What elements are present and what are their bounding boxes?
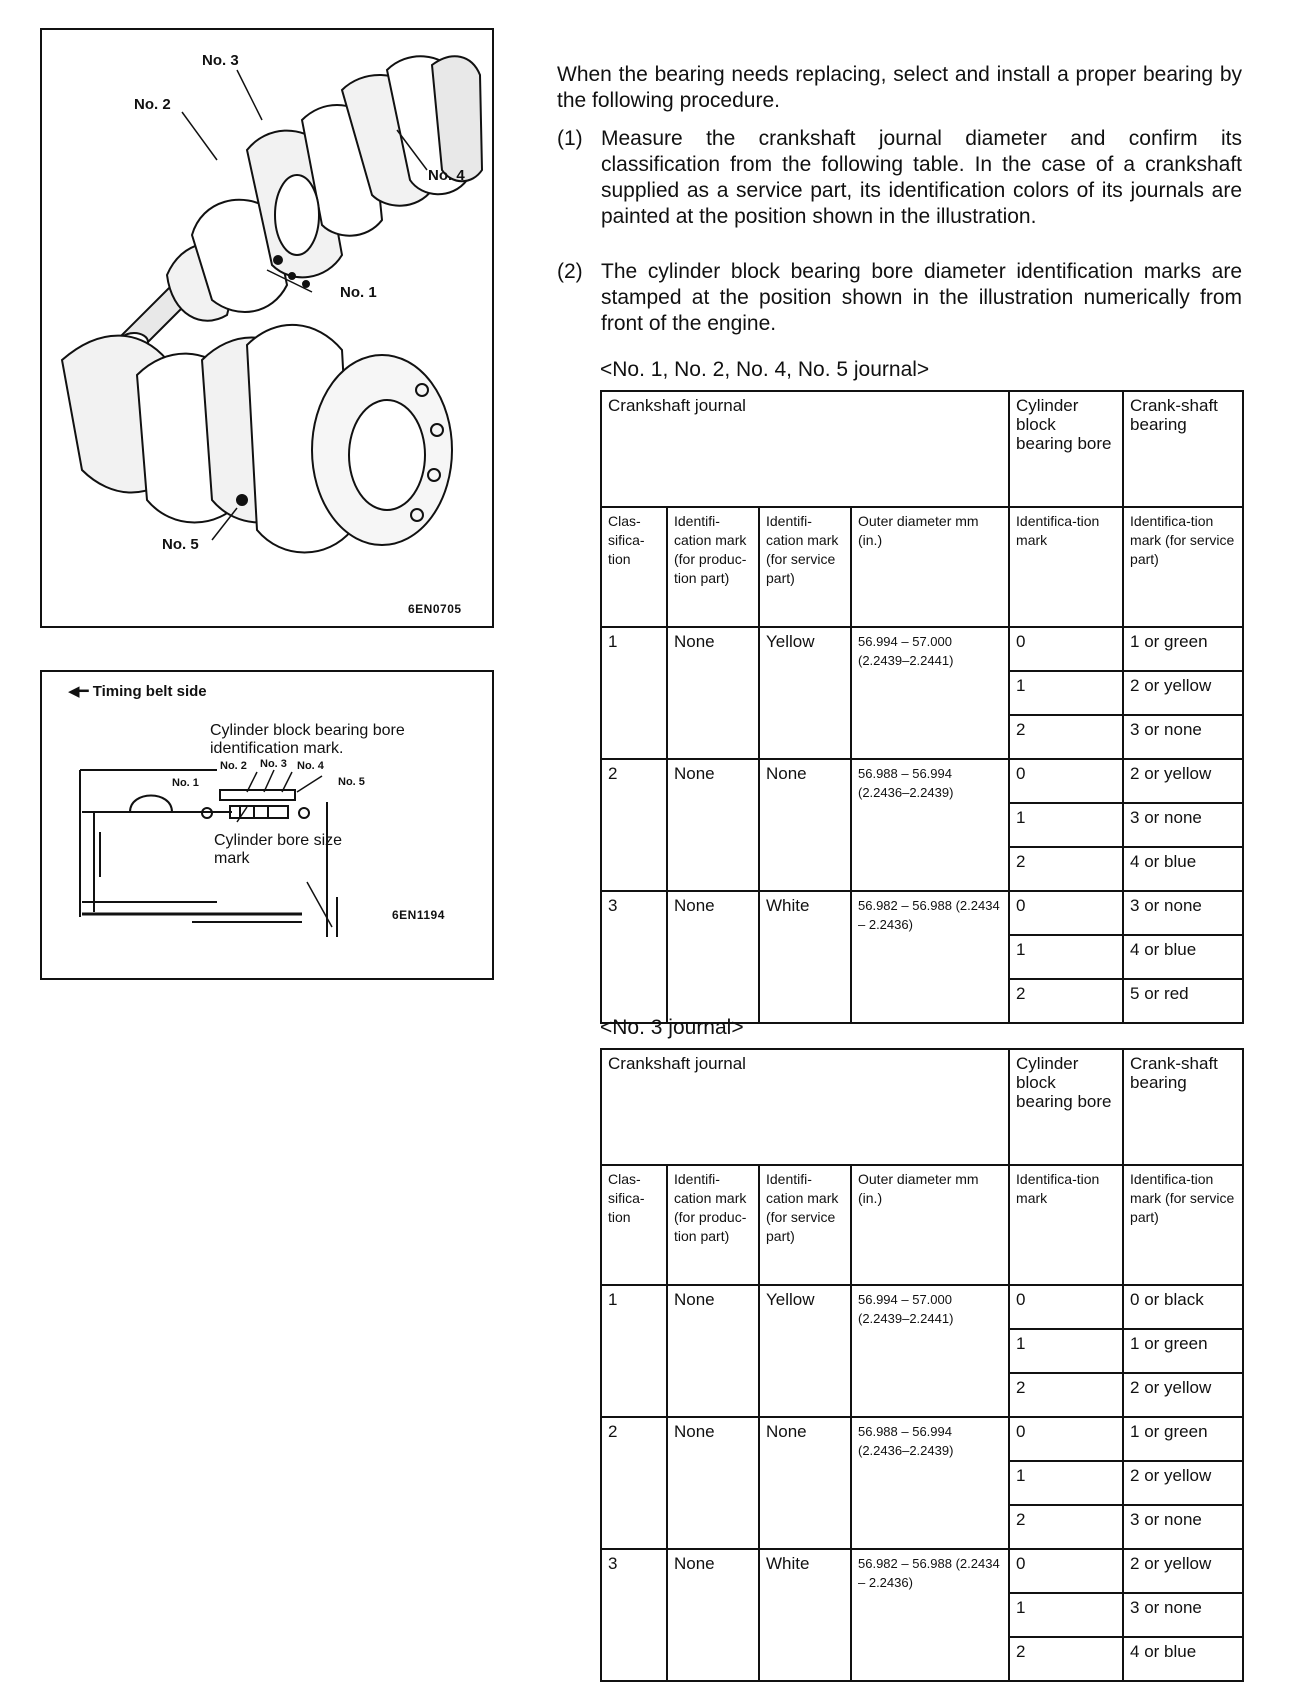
step-number: (1) bbox=[557, 127, 583, 150]
header-id-production: Identifi-cation mark (for produc-tion part) bbox=[667, 1165, 759, 1285]
label-no1: No. 1 bbox=[172, 777, 199, 789]
bearing-mark-cell: 2 or yellow bbox=[1123, 671, 1243, 715]
bore-mark-cell: 1 bbox=[1009, 803, 1123, 847]
bore-mark-cell: 0 bbox=[1009, 627, 1123, 671]
bore-mark-cell: 2 bbox=[1009, 1505, 1123, 1549]
header-classification: Clas-sifica-tion bbox=[601, 1165, 667, 1285]
bore-mark-cell: 1 bbox=[1009, 1593, 1123, 1637]
intro-paragraph: When the bearing needs replacing, select and install a proper bearing by the following procedure. bbox=[557, 63, 1242, 112]
step-2 bbox=[557, 259, 1242, 337]
production-mark-cell: None bbox=[667, 627, 759, 759]
header-cylinder-block-bore: Cylinder block bearing bore bbox=[1009, 1049, 1123, 1165]
step-text: Measure the crankshaft journal diameter and confirm its classification from the following table. In the case of a crankshaft supplied as a service part, its identification colors of its journals are painted at the position shown in the illustration. bbox=[601, 127, 1242, 228]
bore-mark-cell: 0 bbox=[1009, 1549, 1123, 1593]
table-row bbox=[601, 891, 1243, 935]
service-mark-cell: White bbox=[759, 1549, 851, 1681]
classification-cell: 1 bbox=[601, 627, 667, 759]
table1-heading: <No. 1, No. 2, No. 4, No. 5 journal> bbox=[600, 358, 930, 381]
label-no3: No. 3 bbox=[260, 758, 287, 770]
header-id-production: Identifi-cation mark (for produc-tion part) bbox=[667, 507, 759, 627]
header-cylinder-block-bore: Cylinder block bearing bore bbox=[1009, 391, 1123, 507]
bearing-mark-cell: 0 or black bbox=[1123, 1285, 1243, 1329]
bore-mark-cell: 1 bbox=[1009, 671, 1123, 715]
diameter-cell: 56.982 – 56.988 (2.2434 – 2.2436) bbox=[851, 891, 1009, 1023]
bearing-mark-cell: 3 or none bbox=[1123, 891, 1243, 935]
bore-mark-cell: 2 bbox=[1009, 1373, 1123, 1417]
bore-mark-cell: 1 bbox=[1009, 1461, 1123, 1505]
step-number: (2) bbox=[557, 260, 583, 283]
classification-cell: 3 bbox=[601, 891, 667, 1023]
bearing-mark-cell: 4 or blue bbox=[1123, 847, 1243, 891]
production-mark-cell: None bbox=[667, 891, 759, 1023]
diameter-cell: 56.994 – 57.000 (2.2439–2.2441) bbox=[851, 1285, 1009, 1417]
diameter-cell: 56.982 – 56.988 (2.2434 – 2.2436) bbox=[851, 1549, 1009, 1681]
table2-heading: <No. 3 journal> bbox=[600, 1016, 744, 1039]
service-mark-cell: None bbox=[759, 759, 851, 891]
bore-mark-cell: 2 bbox=[1009, 1637, 1123, 1681]
cylinder-block-drawing bbox=[42, 672, 492, 978]
header-bore-id-mark: Identifica-tion mark bbox=[1009, 507, 1123, 627]
bearing-mark-cell: 3 or none bbox=[1123, 1505, 1243, 1549]
label-no2: No. 2 bbox=[220, 760, 247, 772]
arrow-left-icon: ◀━ bbox=[68, 683, 93, 700]
bearing-mark-cell: 3 or none bbox=[1123, 803, 1243, 847]
bore-mark-cell: 0 bbox=[1009, 891, 1123, 935]
header-bearing-id-mark: Identifica-tion mark (for service part) bbox=[1123, 507, 1243, 627]
header-crankshaft-bearing: Crank-shaft bearing bbox=[1123, 1049, 1243, 1165]
classification-cell: 1 bbox=[601, 1285, 667, 1417]
bearing-mark-cell: 1 or green bbox=[1123, 627, 1243, 671]
journal-table-1 bbox=[600, 390, 1244, 1024]
header-bearing-id-mark: Identifica-tion mark (for service part) bbox=[1123, 1165, 1243, 1285]
service-mark-cell: None bbox=[759, 1417, 851, 1549]
bore-mark-illustration bbox=[40, 670, 494, 980]
bore-mark-cell: 2 bbox=[1009, 847, 1123, 891]
label-no5: No. 5 bbox=[338, 776, 365, 788]
bore-mark-cell: 0 bbox=[1009, 759, 1123, 803]
header-id-service: Identifi-cation mark (for service part) bbox=[759, 1165, 851, 1285]
header-bore-id-mark: Identifica-tion mark bbox=[1009, 1165, 1123, 1285]
bearing-mark-cell: 4 or blue bbox=[1123, 1637, 1243, 1681]
bearing-mark-cell: 2 or yellow bbox=[1123, 1373, 1243, 1417]
table-row bbox=[601, 1549, 1243, 1593]
bearing-mark-cell: 3 or none bbox=[1123, 715, 1243, 759]
diameter-cell: 56.994 – 57.000 (2.2439–2.2441) bbox=[851, 627, 1009, 759]
classification-cell: 2 bbox=[601, 1417, 667, 1549]
bearing-mark-cell: 5 or red bbox=[1123, 979, 1243, 1023]
diameter-cell: 56.988 – 56.994 (2.2436–2.2439) bbox=[851, 759, 1009, 891]
figure-code: 6EN1194 bbox=[392, 908, 445, 922]
label-no2: No. 2 bbox=[134, 96, 171, 113]
figure-code: 6EN0705 bbox=[408, 602, 462, 616]
diameter-cell: 56.988 – 56.994 (2.2436–2.2439) bbox=[851, 1417, 1009, 1549]
table-row bbox=[601, 1417, 1243, 1461]
classification-cell: 2 bbox=[601, 759, 667, 891]
bearing-mark-cell: 2 or yellow bbox=[1123, 1549, 1243, 1593]
classification-cell: 3 bbox=[601, 1549, 667, 1681]
bore-mark-cell: 2 bbox=[1009, 979, 1123, 1023]
timing-belt-side-label: ◀━ Timing belt side bbox=[68, 683, 207, 700]
crankshaft-illustration bbox=[40, 28, 494, 628]
header-outer-diameter: Outer diameter mm (in.) bbox=[851, 507, 1009, 627]
label-no3: No. 3 bbox=[202, 52, 239, 69]
service-mark-cell: White bbox=[759, 891, 851, 1023]
step-text: The cylinder block bearing bore diameter identification marks are stamped at the position shown in the illustration numerically from front of the engine. bbox=[601, 260, 1242, 335]
bearing-mark-cell: 2 or yellow bbox=[1123, 759, 1243, 803]
header-classification: Clas-sifica-tion bbox=[601, 507, 667, 627]
table-row bbox=[601, 627, 1243, 671]
label-no5: No. 5 bbox=[162, 536, 199, 553]
production-mark-cell: None bbox=[667, 1417, 759, 1549]
service-mark-cell: Yellow bbox=[759, 627, 851, 759]
journal-table-2 bbox=[600, 1048, 1244, 1682]
table-row bbox=[601, 759, 1243, 803]
header-crankshaft-journal: Crankshaft journal bbox=[601, 391, 1009, 507]
bearing-mark-cell: 2 or yellow bbox=[1123, 1461, 1243, 1505]
bore-mark-cell: 0 bbox=[1009, 1417, 1123, 1461]
bore-mark-label: Cylinder block bearing bore identification mark. bbox=[210, 722, 405, 757]
header-crankshaft-bearing: Crank-shaft bearing bbox=[1123, 391, 1243, 507]
crankshaft-drawing bbox=[42, 30, 492, 626]
bore-mark-cell: 1 bbox=[1009, 1329, 1123, 1373]
production-mark-cell: None bbox=[667, 1549, 759, 1681]
production-mark-cell: None bbox=[667, 1285, 759, 1417]
label-no1: No. 1 bbox=[340, 284, 377, 301]
label-no4: No. 4 bbox=[428, 167, 465, 184]
bearing-mark-cell: 1 or green bbox=[1123, 1329, 1243, 1373]
header-crankshaft-journal: Crankshaft journal bbox=[601, 1049, 1009, 1165]
label-no4: No. 4 bbox=[297, 760, 324, 772]
bearing-mark-cell: 3 or none bbox=[1123, 1593, 1243, 1637]
bore-mark-cell: 2 bbox=[1009, 715, 1123, 759]
header-id-service: Identifi-cation mark (for service part) bbox=[759, 507, 851, 627]
size-mark-label: Cylinder bore size mark bbox=[214, 832, 343, 867]
service-mark-cell: Yellow bbox=[759, 1285, 851, 1417]
bearing-mark-cell: 4 or blue bbox=[1123, 935, 1243, 979]
bearing-mark-cell: 1 or green bbox=[1123, 1417, 1243, 1461]
table-row bbox=[601, 1285, 1243, 1329]
bore-mark-cell: 1 bbox=[1009, 935, 1123, 979]
bore-mark-cell: 0 bbox=[1009, 1285, 1123, 1329]
production-mark-cell: None bbox=[667, 759, 759, 891]
header-outer-diameter: Outer diameter mm (in.) bbox=[851, 1165, 1009, 1285]
step-1 bbox=[557, 126, 1242, 230]
